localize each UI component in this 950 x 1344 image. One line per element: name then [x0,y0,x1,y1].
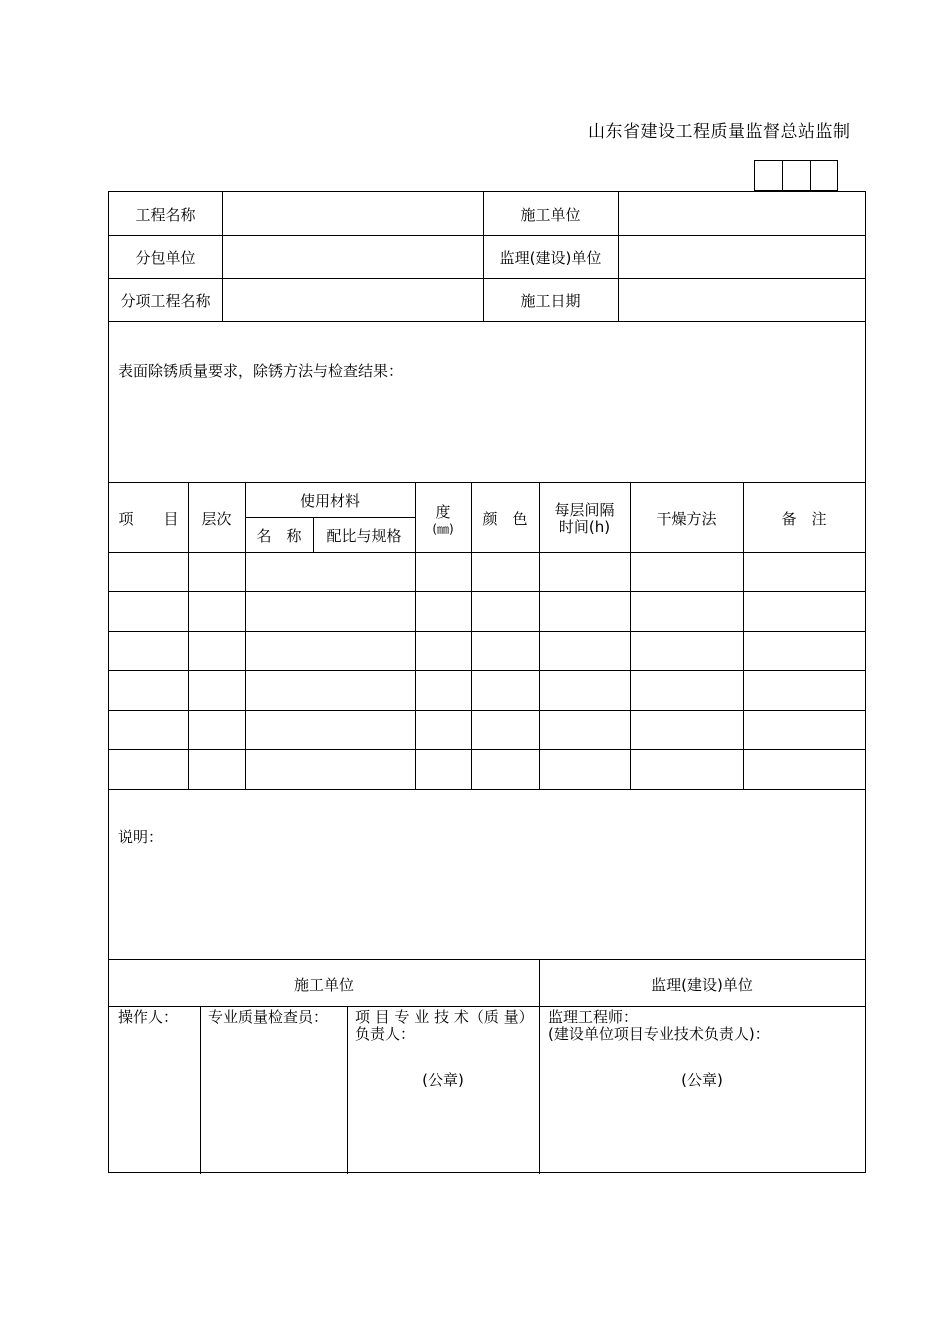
inspector-label: 专业质量检查员： [208,1008,329,1026]
tech-lead-label: 项 目 专 业 技 术（质 量） [355,1008,534,1026]
code-box[interactable] [754,160,782,191]
col-material-header: 使用材料 [299,492,360,510]
code-box[interactable] [810,160,838,191]
col-color-header: 颜 色 [482,510,528,528]
form-table [108,191,866,1173]
table-row[interactable] [109,632,865,670]
operator-label: 操作人： [118,1008,179,1026]
contractor-field[interactable] [619,192,865,235]
date-label: 施工日期 [520,292,581,310]
contractor-label: 施工单位 [520,206,581,224]
supervisor-label: 监理(建设)单位 [499,249,602,267]
col-thickness-unit: (㎜) [432,522,454,536]
col-ratio-header: 配比与规格 [326,527,402,545]
col-interval-unit: 时间(h) [558,518,611,536]
issuer-text: 山东省建设工程质量监督总站监制 [588,122,851,142]
col-interval-header: 每层间隔 [554,501,615,519]
col-item-header: 项 目 [118,510,179,528]
project-name-label: 工程名称 [135,206,196,224]
col-thickness-header: 度 [435,503,451,521]
engineer-label: 监理工程师： [548,1008,639,1026]
seal-right: (公章) [681,1071,723,1089]
sign-supervisor-header: 监理(建设)单位 [651,976,753,994]
table-row[interactable] [109,711,865,749]
col-remark-header: 备 注 [781,510,827,528]
subcontractor-label: 分包单位 [135,249,196,267]
sign-contractor-header: 施工单位 [293,976,354,994]
subitem-label: 分项工程名称 [120,292,211,310]
rust-requirements-label: 表面除锈质量要求，除锈方法与检查结果： [118,362,404,380]
seal-left: (公章) [422,1071,464,1089]
engineer-label-2: (建设单位项目专业技术负责人)： [548,1025,770,1043]
col-layer-header: 层次 [201,510,232,528]
notes-label: 说明： [118,828,164,846]
subcontractor-field[interactable] [223,236,483,278]
project-name-field[interactable] [223,192,483,235]
supervisor-field[interactable] [619,236,865,278]
code-boxes [754,160,838,191]
table-row[interactable] [109,592,865,631]
col-name-header: 名 称 [256,527,302,545]
code-box[interactable] [782,160,810,191]
subitem-field[interactable] [223,279,483,321]
date-field[interactable] [619,279,865,321]
tech-lead-label-2: 负责人： [355,1025,416,1043]
notes-field[interactable] [109,847,865,959]
rust-requirements-field[interactable] [109,382,865,482]
table-row[interactable] [109,750,865,789]
table-row[interactable] [109,671,865,710]
col-dry-method-header: 干燥方法 [656,510,717,528]
table-row[interactable] [109,553,865,591]
